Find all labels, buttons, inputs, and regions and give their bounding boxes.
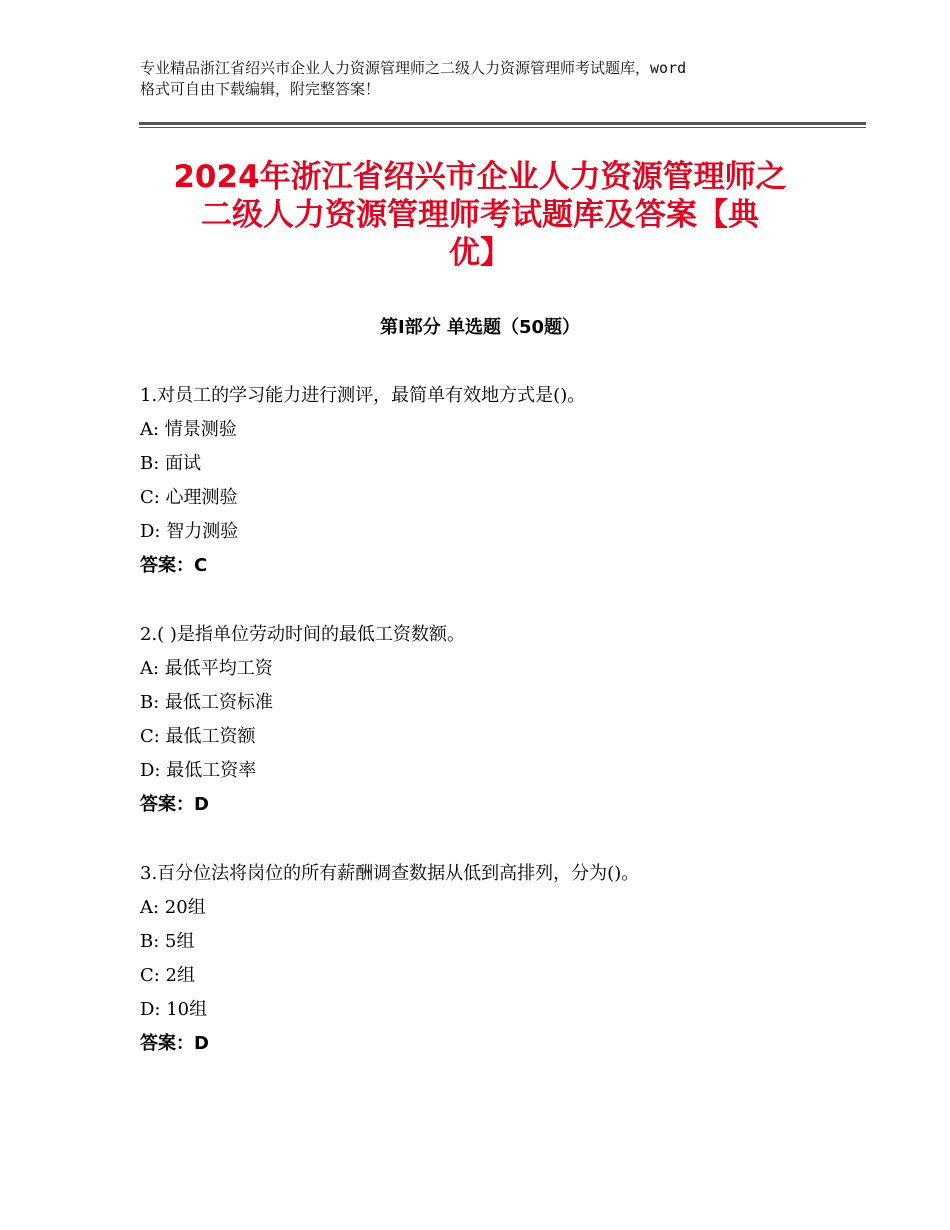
option-b: B: 最低工资标准 bbox=[140, 692, 274, 713]
option-b: B: 5组 bbox=[140, 931, 195, 952]
document-title-line-3: 优】 bbox=[449, 235, 511, 271]
header-note bbox=[140, 58, 840, 100]
option-c: C: 2组 bbox=[140, 965, 196, 986]
question-3 bbox=[140, 857, 860, 1061]
header-note-line-1: 专业精品浙江省绍兴市企业人力资源管理师之二级人力资源管理师考试题库，word bbox=[140, 59, 687, 77]
header-divider-thin bbox=[139, 127, 866, 128]
option-d: D: 10组 bbox=[140, 999, 208, 1020]
option-a: A: 最低平均工资 bbox=[140, 658, 273, 679]
header-divider-thick bbox=[139, 122, 866, 125]
option-c: C: 最低工资额 bbox=[140, 726, 256, 747]
option-a: A: 情景测验 bbox=[140, 419, 237, 440]
answer: 答案：C bbox=[140, 555, 208, 576]
option-d: D: 最低工资率 bbox=[140, 760, 257, 781]
option-a: A: 20组 bbox=[140, 897, 206, 918]
option-d: D: 智力测验 bbox=[140, 521, 239, 542]
document-title bbox=[140, 158, 820, 272]
question-2 bbox=[140, 618, 860, 822]
answer: 答案：D bbox=[140, 794, 209, 815]
question-stem: 3.百分位法将岗位的所有薪酬调查数据从低到高排列，分为()。 bbox=[140, 863, 640, 884]
question-stem: 2.( )是指单位劳动时间的最低工资数额。 bbox=[140, 624, 465, 645]
document-title-line-2: 二级人力资源管理师考试题库及答案【典 bbox=[201, 197, 759, 233]
option-c: C: 心理测验 bbox=[140, 487, 238, 508]
answer: 答案：D bbox=[140, 1033, 209, 1054]
section-title: 第Ⅰ部分 单选题（50题） bbox=[379, 317, 580, 338]
option-b: B: 面试 bbox=[140, 453, 202, 474]
question-stem: 1.对员工的学习能力进行测评，最简单有效地方式是()。 bbox=[140, 385, 586, 406]
question-1 bbox=[140, 379, 860, 583]
header-note-line-2: 格式可自由下载编辑，附完整答案！ bbox=[140, 80, 381, 98]
document-title-line-1: 2024年浙江省绍兴市企业人力资源管理师之 bbox=[173, 159, 787, 195]
